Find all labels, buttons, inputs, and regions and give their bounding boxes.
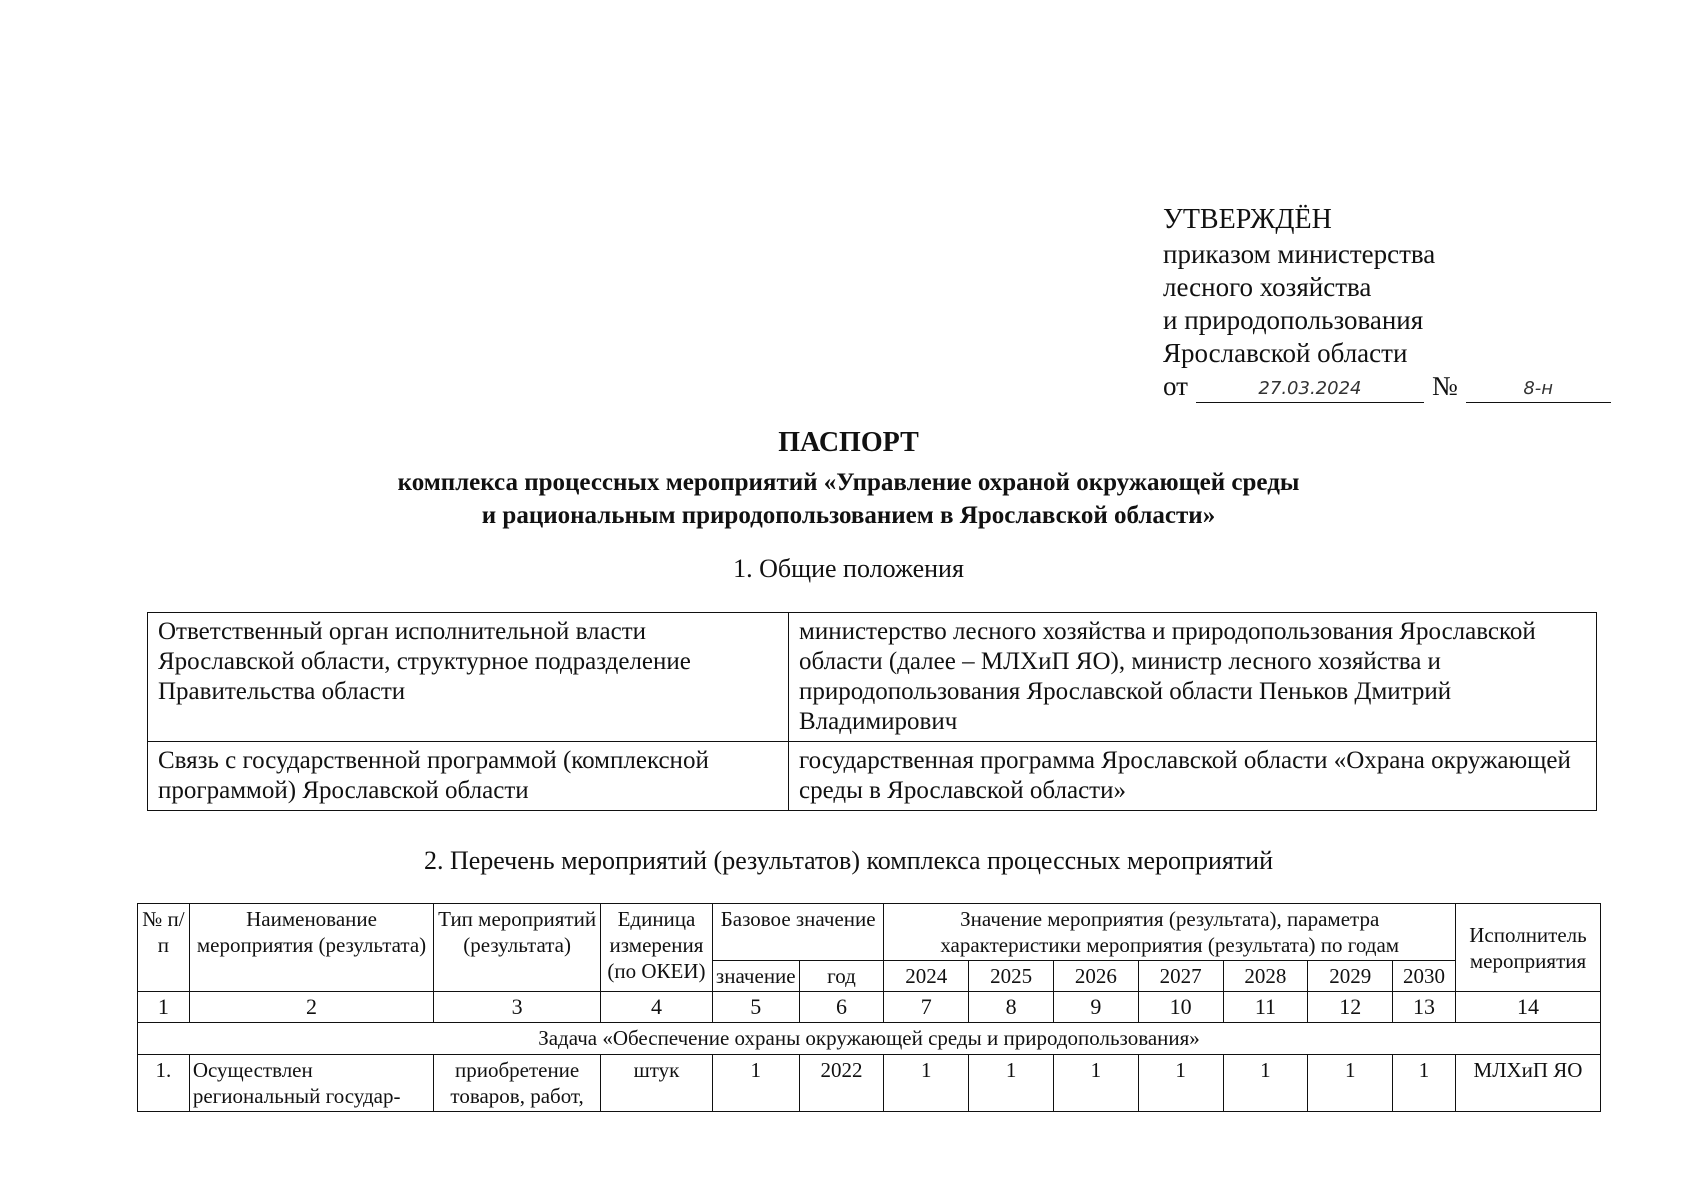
row-value: 1 — [1308, 1055, 1393, 1112]
handwritten-number: 8-н — [1466, 374, 1611, 403]
header-year: 2024 — [884, 961, 969, 992]
info-label: Связь с государственной программой (комплексной программой) Ярославской области — [148, 742, 789, 811]
header-type: Тип мероприятий (результата) — [434, 904, 601, 992]
header-year: 2028 — [1223, 961, 1308, 992]
column-number: 1 — [138, 992, 190, 1023]
number-prefix: № — [1431, 371, 1458, 401]
row-base-year: 2022 — [799, 1055, 884, 1112]
table-row — [148, 742, 1597, 811]
task-row — [138, 1023, 1601, 1055]
approval-line: лесного хозяйства — [1163, 272, 1372, 302]
column-number: 8 — [969, 992, 1054, 1023]
section1-heading: 1. Общие положения — [733, 554, 964, 583]
info-value: министерство лесного хозяйства и природопользования Ярославской области (далее – МЛХиП ЯО), министр лесного хозяйства и природопользования Ярославской области Пеньков Дмитрий Владимирович — [789, 613, 1597, 742]
subtitle-line: и рациональным природопользованием в Ярославской области» — [481, 502, 1216, 529]
header-year: 2029 — [1308, 961, 1393, 992]
approval-block — [1163, 203, 1611, 403]
column-numbers-row — [138, 992, 1601, 1023]
handwritten-date: 27.03.2024 — [1196, 374, 1424, 403]
row-value: 1 — [1393, 1055, 1456, 1112]
row-num: 1. — [138, 1055, 190, 1112]
row-unit: штук — [601, 1055, 713, 1112]
header-base-year: год — [799, 961, 884, 992]
column-number: 5 — [712, 992, 799, 1023]
row-base-value: 1 — [712, 1055, 799, 1112]
header-executor: Исполнитель мероприятия — [1456, 904, 1601, 992]
header-year: 2030 — [1393, 961, 1456, 992]
row-type: приобретение товаров, работ, — [434, 1055, 601, 1112]
column-number: 10 — [1138, 992, 1223, 1023]
section2-heading: 2. Перечень мероприятий (результатов) комплекса процессных мероприятий — [423, 846, 1274, 875]
activities-table — [137, 903, 1601, 1112]
column-number: 3 — [434, 992, 601, 1023]
table-row — [148, 613, 1597, 742]
info-value: государственная программа Ярославской области «Охрана окружающей среды в Ярославской области» — [789, 742, 1597, 811]
column-number: 6 — [799, 992, 884, 1023]
row-value: 1 — [884, 1055, 969, 1112]
row-value: 1 — [1138, 1055, 1223, 1112]
header-base-value: значение — [712, 961, 799, 992]
date-prefix: от — [1163, 371, 1188, 401]
task-title: Задача «Обеспечение охраны окружающей среды и природопользования» — [138, 1023, 1601, 1055]
header-year: 2026 — [1053, 961, 1138, 992]
header-name: Наименование мероприятия (результата) — [189, 904, 433, 992]
approval-date-row — [1163, 370, 1611, 403]
header-year: 2025 — [969, 961, 1054, 992]
header-base: Базовое значение — [712, 904, 883, 961]
approval-line: Ярославской области — [1163, 338, 1408, 368]
approval-line: приказом министерства — [1163, 239, 1436, 269]
header-year: 2027 — [1138, 961, 1223, 992]
header-num: № п/п — [138, 904, 190, 992]
approval-line: и природопользования — [1163, 305, 1424, 335]
column-number: 9 — [1053, 992, 1138, 1023]
header-row — [138, 904, 1601, 961]
column-number: 12 — [1308, 992, 1393, 1023]
row-value: 1 — [969, 1055, 1054, 1112]
document-subtitle — [0, 466, 1697, 532]
approval-title: УТВЕРЖДЁН — [1163, 204, 1332, 235]
column-number: 4 — [601, 992, 713, 1023]
general-info-table — [147, 612, 1597, 811]
row-name: Осуществлен региональный государ- — [189, 1055, 433, 1112]
document-title: ПАСПОРТ — [778, 427, 919, 458]
subtitle-line: комплекса процессных мероприятий «Управление охраной окружающей среды — [397, 469, 1300, 496]
header-unit: Единица измерения (по ОКЕИ) — [601, 904, 713, 992]
column-number: 7 — [884, 992, 969, 1023]
column-number: 14 — [1456, 992, 1601, 1023]
table-row — [138, 1055, 1601, 1112]
row-value: 1 — [1223, 1055, 1308, 1112]
column-number: 13 — [1393, 992, 1456, 1023]
row-value: 1 — [1053, 1055, 1138, 1112]
column-number: 11 — [1223, 992, 1308, 1023]
row-executor: МЛХиП ЯО — [1456, 1055, 1601, 1112]
header-values: Значение мероприятия (результата), параметра характеристики мероприятия (результата) по годам — [884, 904, 1456, 961]
column-number: 2 — [189, 992, 433, 1023]
info-label: Ответственный орган исполнительной власти Ярославской области, структурное подразделение Правительства области — [148, 613, 789, 742]
